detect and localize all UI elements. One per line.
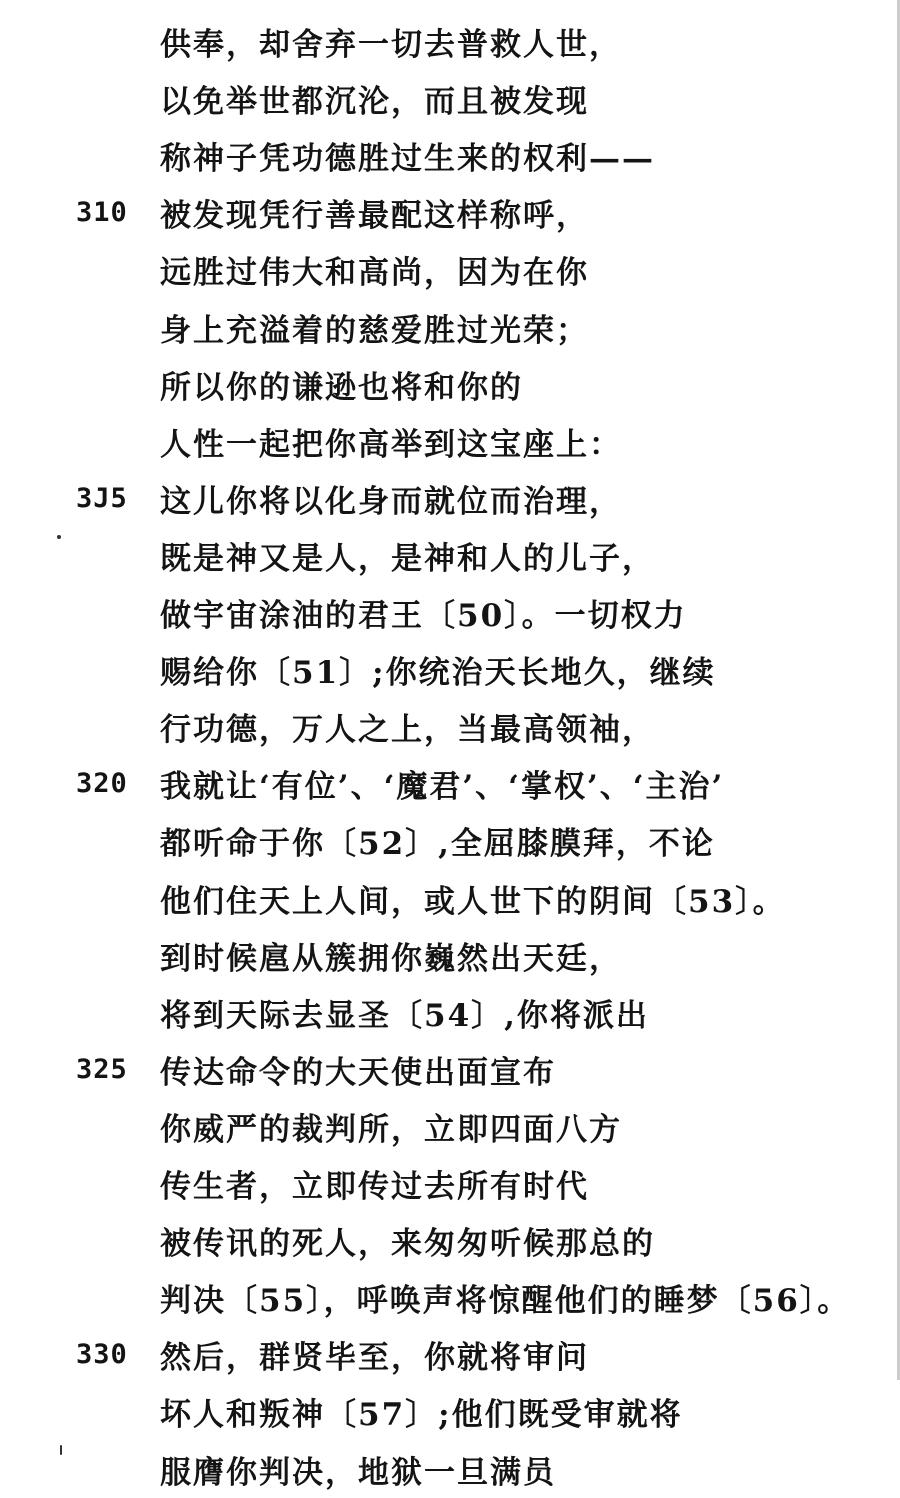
- verse-text: 他们住天上人间，或人世下的阴间〔53〕。: [160, 883, 786, 920]
- poem-line: [0, 1098, 900, 1155]
- poem-line: [0, 812, 900, 869]
- verse-text: 既是神又是人，是神和人的儿子，: [160, 540, 655, 577]
- verse-text: 身上充溢着的慈爱胜过光荣；: [160, 312, 589, 349]
- poem-line: [0, 527, 900, 584]
- line-number: 325: [76, 1053, 128, 1085]
- verse-text: 坏人和叛神〔57〕;他们既受审就将: [160, 1397, 683, 1434]
- poem-line: [0, 641, 900, 698]
- line-number: 3J5: [76, 482, 128, 514]
- verse-text: 远胜过伟大和高尚，因为在你: [160, 255, 589, 292]
- poem-line: [0, 470, 900, 527]
- verse-text: 判决〔55〕，呼唤声将惊醒他们的睡梦〔56〕。: [160, 1283, 851, 1320]
- poem-line: [0, 1269, 900, 1326]
- verse-text: 到时候扈从簇拥你巍然出天廷，: [160, 940, 622, 977]
- poem-line: [0, 299, 900, 356]
- poem-line: [0, 1383, 900, 1440]
- poem-line: [0, 1155, 900, 1212]
- verse-text: 供奉，却舍弃一切去普救人世，: [160, 27, 622, 63]
- verse-text: 所以你的谦逊也将和你的: [160, 369, 523, 406]
- verse-text: 我就让‘有位’、‘魔君’、‘掌权’、‘主治’: [160, 769, 725, 806]
- verse-text: 称神子凭功德胜过生来的权利——: [160, 141, 655, 178]
- poem-line: [0, 1326, 900, 1383]
- poem-line: [0, 984, 900, 1041]
- verse-text: 人性一起把你高举到这宝座上：: [160, 426, 622, 463]
- verse-text: 传生者，立即传过去所有时代: [160, 1169, 589, 1205]
- poem-line: [0, 184, 900, 241]
- line-number: 330: [76, 1339, 128, 1371]
- poem-line: [0, 13, 900, 70]
- poem-line: [0, 356, 900, 413]
- poem-line: [0, 927, 900, 984]
- poem-line: [0, 127, 900, 184]
- poem-line: [0, 584, 900, 641]
- poem-line: [0, 413, 900, 470]
- verse-text: 赐给你〔51〕;你统治天长地久，继续: [160, 655, 716, 692]
- verse-text: 都听命于你〔52〕,全屈膝膜拜，不论: [160, 826, 715, 863]
- verse-text: 被发现凭行善最配这样称呼，: [160, 198, 589, 235]
- poem-line: [0, 870, 900, 927]
- poem-line: [0, 1041, 900, 1098]
- poem-line: [0, 1212, 900, 1269]
- verse-text: 你威严的裁判所，立即四面八方: [160, 1111, 622, 1148]
- verse-text: 这儿你将以化身而就位而治理，: [160, 483, 622, 520]
- verse-text: 做宇宙涂油的君王〔50〕。一切权力: [160, 598, 687, 634]
- line-number: 320: [76, 768, 128, 800]
- line-number: 310: [76, 197, 128, 229]
- verse-text: 服膺你判决，地狱一旦满员: [160, 1454, 556, 1491]
- poem-line: [0, 70, 900, 127]
- poem-line: [0, 1441, 900, 1498]
- verse-text: 行功德，万人之上，当最高领袖，: [160, 712, 655, 749]
- poem-line: [0, 755, 900, 812]
- poem-line: [0, 241, 900, 298]
- verse-text: 传达命令的大天使出面宣布: [160, 1054, 556, 1091]
- poem-line: [0, 698, 900, 755]
- verse-text: 将到天际去显圣〔54〕,你将派出: [160, 997, 649, 1034]
- verse-text: 以免举世都沉沦，而且被发现: [160, 84, 589, 121]
- verse-text: 然后，群贤毕至，你就将审问: [160, 1340, 589, 1377]
- verse-text: 被传讯的死人，来匆匆听候那总的: [160, 1226, 655, 1263]
